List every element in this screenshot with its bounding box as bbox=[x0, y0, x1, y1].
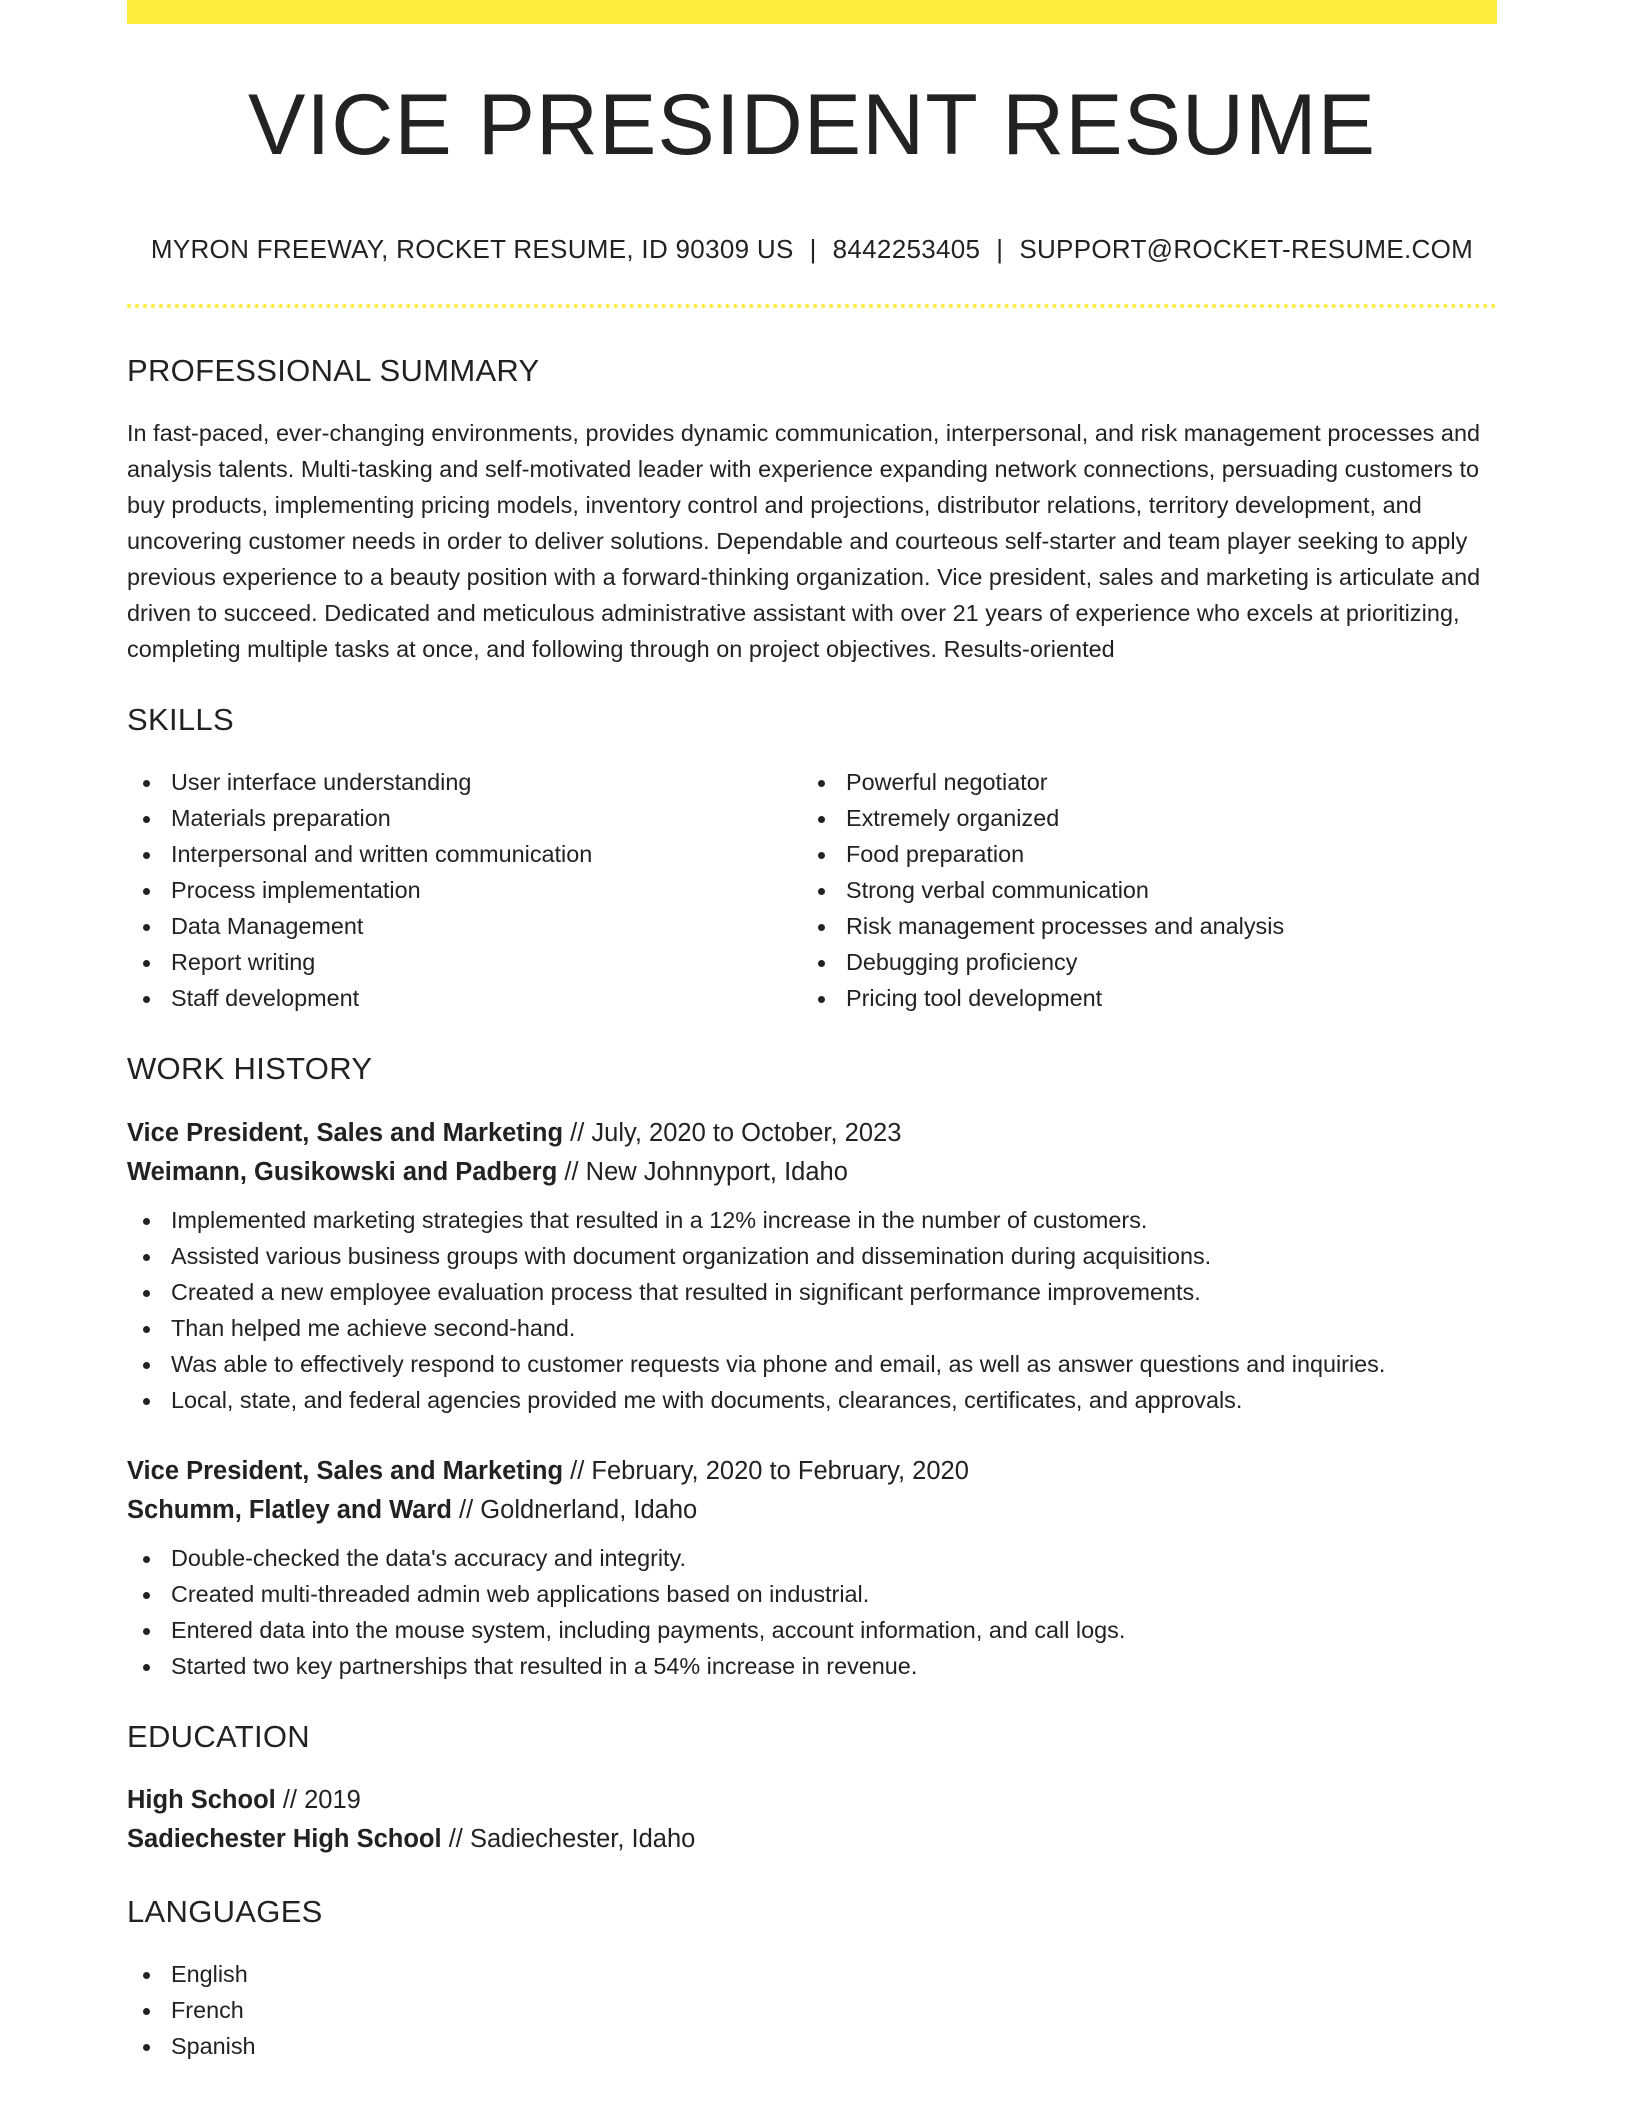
education-degree-line bbox=[127, 1781, 1497, 1820]
skill-item: Process implementation bbox=[127, 872, 802, 908]
job-bullet: Entered data into the mouse system, including payments, account information, and call logs. bbox=[127, 1612, 1497, 1648]
education-year: // 2019 bbox=[282, 1785, 361, 1814]
resume-title: VICE PRESIDENT RESUME bbox=[247, 77, 1377, 173]
skills-heading: SKILLS bbox=[127, 702, 234, 738]
education-location: // Sadiechester, Idaho bbox=[448, 1824, 696, 1853]
job-bullet: Local, state, and federal agencies provided me with documents, clearances, certificates, and approvals. bbox=[127, 1382, 1497, 1418]
job-entry bbox=[127, 1114, 1497, 1418]
languages-heading: LANGUAGES bbox=[127, 1893, 323, 1929]
skill-item: Pricing tool development bbox=[802, 980, 1477, 1016]
education-entry bbox=[127, 1781, 1497, 1859]
contact-line bbox=[127, 234, 1497, 265]
job-company: Schumm, Flatley and Ward bbox=[127, 1495, 452, 1524]
job-bullet: Created multi-threaded admin web applications based on industrial. bbox=[127, 1576, 1497, 1612]
skills-grid bbox=[127, 764, 1497, 1016]
skill-item: User interface understanding bbox=[127, 764, 802, 800]
job-dates: // February, 2020 to February, 2020 bbox=[570, 1456, 969, 1485]
skill-item: Powerful negotiator bbox=[802, 764, 1477, 800]
skill-item: Risk management processes and analysis bbox=[802, 908, 1477, 944]
resume-page bbox=[127, 0, 1497, 2064]
language-item: English bbox=[127, 1956, 1497, 1992]
skill-item: Debugging proficiency bbox=[802, 944, 1477, 980]
skill-item: Report writing bbox=[127, 944, 802, 980]
skill-item: Data Management bbox=[127, 908, 802, 944]
job-bullets bbox=[127, 1202, 1497, 1418]
job-dates: // July, 2020 to October, 2023 bbox=[570, 1118, 902, 1147]
summary-text: In fast-paced, ever-changing environments, provides dynamic communication, interpersonal, and risk management processes and analysis talents. Multi-tasking and self-motivated leader with experience expanding network connections, persuading customers to buy products, implementing pricing models, inventory control and projections, distributor relations, territory development, and uncovering customer needs in order to deliver solutions. Dependable and courteous self-starter and team player seeking to apply previous experience to a beauty position with a forward-thinking organization. Vice president, sales and marketing is articulate and driven to succeed. Dedicated and meticulous administrative assistant with over 21 years of experience who excels at prioritizing, completing multiple tasks at once, and following through on project objectives. Results-oriented bbox=[127, 420, 1481, 663]
job-bullet: Than helped me achieve second-hand. bbox=[127, 1310, 1497, 1346]
language-item: Spanish bbox=[127, 2028, 1497, 2064]
job-title-line bbox=[127, 1452, 1497, 1491]
job-bullet: Was able to effectively respond to customer requests via phone and email, as well as answer questions and inquiries. bbox=[127, 1346, 1497, 1382]
job-title: Vice President, Sales and Marketing bbox=[127, 1118, 564, 1147]
job-bullet: Double-checked the data's accuracy and integrity. bbox=[127, 1540, 1497, 1576]
skill-item: Extremely organized bbox=[802, 800, 1477, 836]
contact-separator: | bbox=[996, 234, 1004, 264]
skill-item: Materials preparation bbox=[127, 800, 802, 836]
work-heading: WORK HISTORY bbox=[127, 1051, 373, 1087]
skill-item: Food preparation bbox=[802, 836, 1477, 872]
job-bullet: Assisted various business groups with document organization and dissemination during acquisitions. bbox=[127, 1238, 1497, 1274]
job-title-line bbox=[127, 1114, 1497, 1153]
education-school: Sadiechester High School bbox=[127, 1824, 442, 1853]
skill-item: Strong verbal communication bbox=[802, 872, 1477, 908]
job-company-line bbox=[127, 1153, 1497, 1192]
job-company: Weimann, Gusikowski and Padberg bbox=[127, 1157, 558, 1186]
contact-address: MYRON FREEWAY, ROCKET RESUME, ID 90309 US bbox=[150, 234, 794, 264]
job-location: // Goldnerland, Idaho bbox=[459, 1495, 698, 1524]
contact-separator: | bbox=[809, 234, 817, 264]
summary-heading: PROFESSIONAL SUMMARY bbox=[127, 353, 540, 388]
job-title: Vice President, Sales and Marketing bbox=[127, 1456, 564, 1485]
job-bullet: Created a new employee evaluation process that resulted in significant performance improvements. bbox=[127, 1274, 1497, 1310]
contact-phone: 8442253405 bbox=[832, 234, 981, 264]
job-entry bbox=[127, 1452, 1497, 1684]
skills-left-list bbox=[127, 764, 802, 1016]
job-company-line bbox=[127, 1491, 1497, 1530]
education-school-line bbox=[127, 1820, 1497, 1859]
skill-item: Interpersonal and written communication bbox=[127, 836, 802, 872]
languages-list bbox=[127, 1956, 1497, 2064]
education-heading: EDUCATION bbox=[127, 1718, 310, 1754]
job-bullets bbox=[127, 1540, 1497, 1684]
skill-item: Staff development bbox=[127, 980, 802, 1016]
header-divider bbox=[127, 304, 1497, 308]
education-degree: High School bbox=[127, 1785, 276, 1814]
top-accent-bar bbox=[127, 0, 1497, 24]
job-bullet: Implemented marketing strategies that resulted in a 12% increase in the number of customers. bbox=[127, 1202, 1497, 1238]
skills-right-list bbox=[802, 764, 1477, 1016]
contact-email: SUPPORT@ROCKET-RESUME.COM bbox=[1019, 234, 1474, 264]
job-bullet: Started two key partnerships that resulted in a 54% increase in revenue. bbox=[127, 1648, 1497, 1684]
job-location: // New Johnnyport, Idaho bbox=[564, 1157, 848, 1186]
language-item: French bbox=[127, 1992, 1497, 2028]
